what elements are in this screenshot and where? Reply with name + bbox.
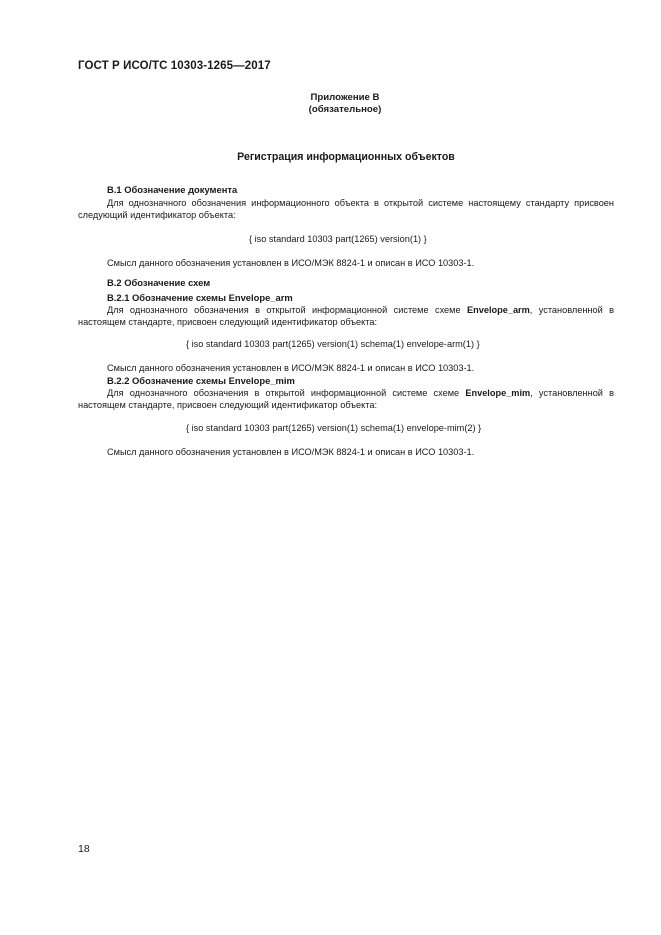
section-b1-paragraph: Для однозначного обозначения информационного объекта в открытой системе настоящему стандарту присвоен следующий идентификатор объекта: xyxy=(78,198,614,220)
section-b21-identifier: { iso standard 10303 part(1265) version(1) schema(1) envelope-arm(1) } xyxy=(186,339,480,349)
section-b1-identifier: { iso standard 10303 part(1265) version(1) } xyxy=(249,234,427,244)
section-b21-text-before: Для однозначного обозначения в открытой информационной системе схеме xyxy=(107,305,467,315)
page-number: 18 xyxy=(78,843,90,855)
annex-title: Приложение В xyxy=(310,92,380,103)
section-b22-note: Смысл данного обозначения установлен в ИСО/МЭК 8824-1 и описан в ИСО 10303-1. xyxy=(107,447,475,457)
section-b21-heading: В.2.1 Обозначение схемы Envelope_arm xyxy=(107,292,293,303)
section-b2-heading: В.2 Обозначение схем xyxy=(107,277,211,288)
annex-status: (обязательное) xyxy=(308,104,382,115)
section-b22-schema-name: Envelope_mim xyxy=(465,388,531,398)
section-b22-text-after: , установленной в настоящем стандарте, присвоен следующий идентификатор объекта: xyxy=(78,388,614,410)
section-b22-identifier: { iso standard 10303 part(1265) version(1) schema(1) envelope-mim(2) } xyxy=(186,423,482,433)
annex-main-title: Регистрация информационных объектов xyxy=(237,151,455,163)
section-b21-text-after: , установленной в настоящем стандарте, присвоен следующий идентификатор объекта: xyxy=(78,305,615,327)
section-b22-heading: В.2.2 Обозначение схемы Envelope_mim xyxy=(107,375,295,386)
section-b21-schema-name: Envelope_arm xyxy=(466,305,530,315)
section-b22-text-before: Для однозначного обозначения в открытой информационной системе схеме xyxy=(107,388,466,398)
section-b21-paragraph xyxy=(78,304,614,328)
document-code-header: ГОСТ Р ИСО/ТС 10303-1265—2017 xyxy=(78,60,271,72)
section-b1-note: Смысл данного обозначения установлен в ИСО/МЭК 8824-1 и описан в ИСО 10303-1. xyxy=(107,258,475,268)
section-b22-paragraph xyxy=(78,387,614,411)
section-b21-note: Смысл данного обозначения установлен в ИСО/МЭК 8824-1 и описан в ИСО 10303-1. xyxy=(107,363,475,373)
section-b1-heading: В.1 Обозначение документа xyxy=(107,184,238,195)
